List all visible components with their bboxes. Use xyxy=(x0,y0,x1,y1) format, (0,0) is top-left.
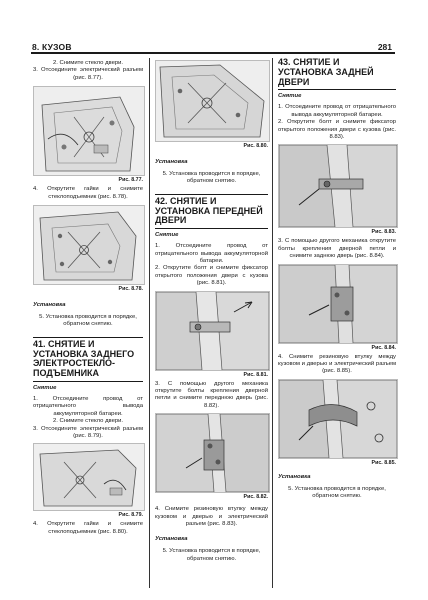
step-text: 2. Снимите стекло двери. xyxy=(52,418,124,425)
rear-door-connector-illustration xyxy=(34,444,144,510)
figure-caption: Рис. 8.85. xyxy=(371,459,396,466)
step-text: 5. Установка проводится в порядке, обратном снятию. xyxy=(162,171,261,185)
step-text: 2. Открутите болт и снимите фиксатор открытого положения двери с кузова (рис. 8.83). xyxy=(278,119,396,141)
install-heading: Установка xyxy=(155,536,188,543)
step-text: 5. Установка проводится в порядке, обратном снятию. xyxy=(162,548,261,562)
figure-caption: Рис. 8.84. xyxy=(371,344,396,351)
section-41-heading xyxy=(33,337,143,382)
figure-caption: Рис. 8.81. xyxy=(243,371,268,378)
door-check-strap-illustration xyxy=(156,292,269,370)
step-text: 1. Отсоедините провод от отрицательного вывода аккумуляторной батареи. xyxy=(278,104,396,118)
figure-caption: Рис. 8.77. xyxy=(118,177,143,184)
figure-8-80 xyxy=(155,60,270,142)
step-text: 3. С помощью другого механика открутите болты крепления дверной петли и снимите переднюю дверь (рис. 8.82). xyxy=(155,380,268,409)
figure-caption: Рис. 8.79. xyxy=(118,512,143,519)
step-text: 3. С помощью другого механика открутите болты крепления дверной петли и снимите заднюю дверь (рис. 8.84). xyxy=(278,238,396,260)
figure-caption: Рис. 8.83. xyxy=(371,229,396,236)
figure-caption: Рис. 8.78. xyxy=(118,286,143,293)
step-text: 1. Отсоедините провод от отрицательного вывода аккумуляторной батареи. xyxy=(33,396,143,417)
figure-8-78 xyxy=(33,205,145,285)
figure-caption: Рис. 8.80. xyxy=(243,143,268,149)
figure-8-84 xyxy=(278,264,398,344)
page-header xyxy=(0,0,428,54)
figure-caption: Рис. 8.82. xyxy=(243,494,268,501)
install-heading: Установка xyxy=(278,473,311,480)
figure-8-79 xyxy=(33,443,145,511)
removal-heading: Снятие xyxy=(155,232,179,239)
door-connector-boot-illustration xyxy=(279,380,397,458)
page-number: 281 xyxy=(377,42,392,52)
section-title: 41. СНЯТИЕ И УСТАНОВКА ЗАДНЕГО ЭЛЕКТРОСТЕКЛО-ПОДЪЕМНИКА xyxy=(33,338,135,379)
column-2 xyxy=(155,58,268,563)
step-text: 2. Снимите стекло двери. xyxy=(52,60,124,66)
column-3 xyxy=(278,58,396,501)
column-divider xyxy=(272,58,273,588)
step-text: 4. Открутите гайки и снимите стеклоподъемник (рис. 8.80). xyxy=(33,521,143,535)
section-42-heading xyxy=(155,194,268,229)
rear-door-hinge-illustration xyxy=(279,265,397,343)
step-text: 3. Отсоедините электрический разъем (рис. 8.77). xyxy=(33,67,143,81)
install-heading: Установка xyxy=(155,159,188,165)
step-text: 3. Отсоедините электрический разъем (рис. 8.79). xyxy=(33,425,143,440)
step-text: 1. Отсоедините провод от отрицательного вывода аккумуляторной батареи. xyxy=(155,243,268,265)
install-heading: Установка xyxy=(33,302,66,309)
step-text: 4. Открутите гайки и снимите стеклоподъемник (рис. 8.78). xyxy=(33,186,143,200)
step-text: 4. Снимите резиновую втулку между кузовом и дверью и электрический разъем (рис. 8.83). xyxy=(155,506,268,528)
figure-8-81 xyxy=(155,291,270,371)
figure-8-83 xyxy=(278,144,398,228)
step-text: 5. Установка проводится в порядке, обратном снятию. xyxy=(39,314,137,328)
removal-heading: Снятие xyxy=(33,385,57,392)
door-panel-illustration xyxy=(34,87,144,175)
rear-door-check-strap-illustration xyxy=(279,145,397,227)
section-title: 43. СНЯТИЕ И УСТАНОВКА ЗАДНЕЙ ДВЕРИ xyxy=(278,57,374,87)
window-regulator-illustration xyxy=(34,206,144,284)
figure-8-85 xyxy=(278,379,398,459)
step-text: 2. Открутите болт и снимите фиксатор открытого положения двери с кузова (рис. 8.81). xyxy=(155,265,268,287)
door-hinge-illustration xyxy=(156,414,269,492)
figure-8-77 xyxy=(33,86,145,176)
header-rule xyxy=(31,52,395,54)
chapter-title: 8. КУЗОВ xyxy=(32,42,72,52)
rear-regulator-illustration xyxy=(156,61,269,141)
removal-heading: Снятие xyxy=(278,93,302,100)
column-divider xyxy=(149,58,150,588)
step-text: 5. Установка проводится в порядке, обратном снятию. xyxy=(288,485,386,500)
step-text: 4. Снимите резиновую втулку между кузовом и дверью и электрический разъем (рис. 8.85). xyxy=(278,353,396,375)
section-43-heading xyxy=(278,58,396,90)
section-title: 42. СНЯТИЕ И УСТАНОВКА ПЕРЕДНЕЙ ДВЕРИ xyxy=(155,195,263,226)
column-1 xyxy=(33,58,143,536)
figure-8-82 xyxy=(155,413,270,493)
